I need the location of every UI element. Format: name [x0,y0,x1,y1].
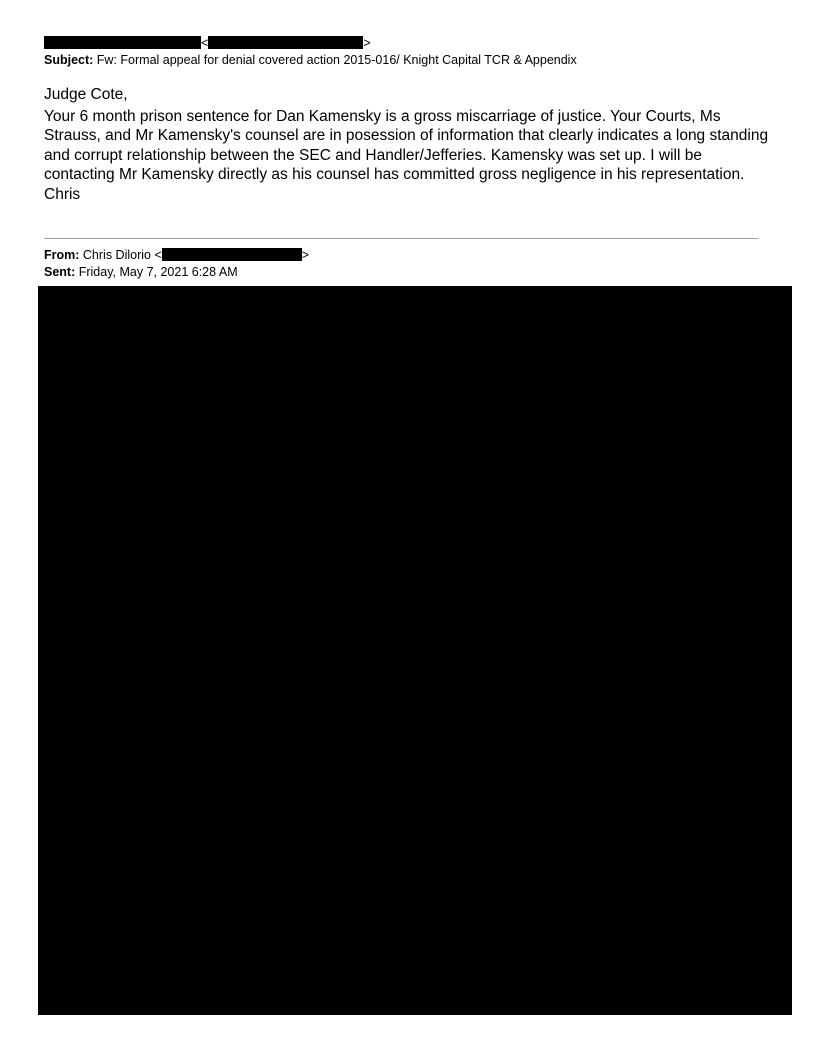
open-bracket: < [201,36,209,50]
from-label: From: [44,248,80,262]
sender-line [44,35,371,51]
redacted-sender-email [208,36,363,49]
sent-line [44,264,238,280]
subject-label: Subject: [44,53,94,67]
greeting: Judge Cote, [44,86,128,103]
redacted-content-block [38,286,792,1015]
subject-value: Fw: Formal appeal for denial covered action 2015-016/ Knight Capital TCR & Appendix [96,53,577,67]
from-name: Chris Dilorio < [82,248,162,262]
message-paragraph: Your 6 month prison sentence for Dan Kamensky is a gross miscarriage of justice. Your Courts, Ms Strauss, and Mr Kamensky's counsel are in posession of information that clearly indicates a long standing and corrupt relationship between the SEC and Handler/Jefferies. Kamensky was set up. I will be contacting Mr Kamensky directly as his counsel has committed gross negligence in his representation. [44,107,769,183]
from-close-bracket: > [301,248,310,262]
sent-label: Sent: [44,265,76,279]
signature: Chris [44,185,81,203]
redacted-from-email [162,248,302,261]
sent-value: Friday, May 7, 2021 6:28 AM [78,265,238,279]
subject-line [44,52,577,68]
from-line [44,247,309,263]
redacted-sender-name [44,36,201,49]
message-body [44,85,774,204]
separator-rule [44,238,758,239]
close-bracket: > [363,36,371,50]
